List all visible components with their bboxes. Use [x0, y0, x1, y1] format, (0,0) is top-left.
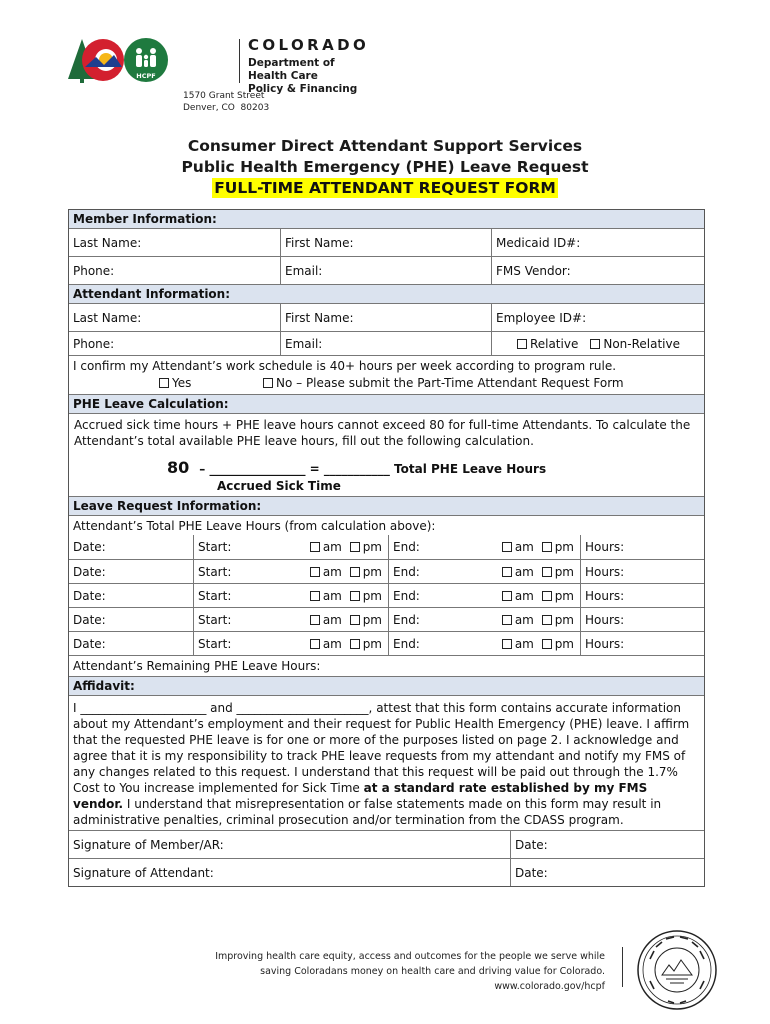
non-relative-label: Non-Relative [603, 336, 680, 351]
affidavit-text[interactable] [69, 696, 704, 830]
leave-start-label: Start: [198, 636, 232, 651]
leave-start-field[interactable] [193, 560, 388, 583]
section-calculation: PHE Leave Calculation: [69, 395, 704, 413]
member-date-label: Date: [515, 837, 548, 852]
leave-date-label: Date: [73, 564, 106, 579]
start-am-checkbox[interactable] [310, 542, 320, 552]
leave-end-field[interactable] [388, 632, 580, 655]
start-pm-checkbox[interactable] [350, 639, 360, 649]
address-line2: Denver, CO 80203 [183, 103, 270, 113]
start-am-label: am [322, 540, 342, 554]
member-signature-label: Signature of Member/AR: [73, 837, 224, 852]
member-fms-vendor-label: FMS Vendor: [496, 263, 571, 278]
end-am-label: am [514, 636, 534, 651]
end-pm-label: pm [554, 564, 574, 579]
member-first-name-field[interactable] [280, 229, 491, 256]
end-am-label: am [514, 612, 534, 627]
start-am-checkbox[interactable] [310, 591, 320, 601]
confirm-text: I confirm my Attendant’s work schedule is 40+ hours per week according to program rule. [73, 359, 617, 373]
member-fms-vendor-field[interactable] [491, 257, 704, 284]
member-phone-field[interactable] [69, 257, 280, 284]
footer-line1: Improving health care equity, access and outcomes for the people we serve while [215, 951, 605, 962]
leave-hours-field[interactable] [580, 535, 704, 559]
confirm-no-label: No – Please submit the Part-Time Attendant Request Form [276, 376, 624, 390]
logo-dept-line2: Policy & Financing [248, 83, 358, 95]
leave-hours-field[interactable] [580, 560, 704, 583]
leave-end-label: End: [393, 564, 420, 579]
calculation-formula[interactable] [167, 458, 546, 477]
leave-end-field[interactable] [388, 584, 580, 607]
logo-text [248, 36, 369, 96]
form-titles [0, 136, 770, 198]
leave-hours-label: Hours: [585, 540, 625, 554]
logo-badge-text: HCPF [136, 72, 156, 80]
footer-url[interactable]: www.colorado.gov/hcpf [494, 981, 605, 992]
end-pm-label: pm [554, 636, 574, 651]
leave-start-label: Start: [198, 588, 232, 603]
footer-divider [622, 947, 623, 987]
member-medicaid-id-field[interactable] [491, 229, 704, 256]
section-attendant: Attendant Information: [69, 285, 704, 303]
leave-hours-field[interactable] [580, 632, 704, 655]
leave-date-field[interactable] [69, 584, 193, 607]
start-pm-label: pm [362, 612, 382, 627]
member-last-name-field[interactable] [69, 229, 280, 256]
remaining-leave-hours-label: Attendant’s Remaining PHE Leave Hours: [73, 659, 321, 673]
end-am-label: am [514, 564, 534, 579]
end-pm-checkbox[interactable] [542, 567, 552, 577]
logo-state: COLORADO [248, 36, 370, 54]
total-leave-hours-label: Attendant’s Total PHE Leave Hours (from calculation above): [73, 518, 436, 533]
title-line2: Public Health Emergency (PHE) Leave Request [181, 158, 589, 176]
total-leave-hours-field[interactable] [69, 516, 704, 535]
affidavit-part1: I _____________________ and ______________________, attest that this form contains accurate information about my Attendant’s employment and their request for Public Health Emergency (PHE) leave. I affirm that the requested PHE leave is for one or more of the purposes listed on page 2. I acknowledge and agree that it is my responsibility to track PHE leave requests from my attendant and notify my FMS of any changes related to this request. I understand that this request will be paid out through the 1.7% Cost to You increase implemented for Sick Time [73, 701, 690, 795]
attendant-first-name-label: First Name: [285, 310, 354, 325]
attendant-signature-field[interactable] [69, 859, 510, 886]
leave-end-label: End: [393, 540, 420, 554]
calculation-max-hours: 80 [167, 458, 190, 477]
leave-hours-label: Hours: [585, 636, 625, 651]
footer-line2: saving Coloradans money on health care and driving value for Colorado. [260, 966, 605, 977]
section-leave-request: Leave Request Information: [69, 497, 704, 515]
member-signature-field[interactable] [69, 831, 510, 858]
end-pm-checkbox[interactable] [542, 639, 552, 649]
leave-start-field[interactable] [193, 584, 388, 607]
address-line1: 1570 Grant Street [183, 91, 265, 101]
leave-end-label: End: [393, 636, 420, 651]
attendant-email-field[interactable] [280, 332, 491, 355]
accrued-sick-time-label: Accrued Sick Time [217, 479, 341, 493]
end-am-checkbox[interactable] [502, 639, 512, 649]
request-form [68, 209, 705, 887]
end-pm-label: pm [554, 612, 574, 627]
leave-hours-label: Hours: [585, 588, 625, 603]
end-am-checkbox[interactable] [502, 542, 512, 552]
attendant-employee-id-label: Employee ID#: [496, 310, 587, 325]
leave-end-label: End: [393, 588, 420, 603]
remaining-leave-hours-field[interactable] [69, 656, 704, 676]
leave-date-field[interactable] [69, 535, 193, 559]
affidavit-bold: at a standard rate established by my FMS vendor. [73, 781, 648, 811]
member-email-field[interactable] [280, 257, 491, 284]
affidavit-heading: Affidavit: [73, 679, 135, 693]
leave-date-label: Date: [73, 612, 106, 627]
leave-row [69, 559, 704, 583]
calculation-text: Accrued sick time hours + PHE leave hours cannot exceed 80 for full-time Attendants. To calculate the Attendant’s total available PHE leave hours, fill out the following calculation. [74, 418, 691, 448]
logo-divider [239, 39, 240, 83]
calculation-block [69, 414, 704, 496]
start-pm-label: pm [362, 588, 382, 603]
confirm-no-checkbox[interactable] [263, 378, 273, 388]
start-pm-label: pm [362, 636, 382, 651]
address [183, 90, 269, 114]
leave-date-field[interactable] [69, 608, 193, 631]
member-email-label: Email: [285, 263, 323, 278]
attendant-email-label: Email: [285, 336, 323, 351]
leave-row [69, 535, 704, 559]
leave-start-field[interactable] [193, 608, 388, 631]
leave-date-label: Date: [73, 588, 106, 603]
title-line1: Consumer Direct Attendant Support Services [187, 137, 583, 155]
footer [215, 949, 605, 994]
start-pm-checkbox[interactable] [350, 542, 360, 552]
end-pm-label: pm [554, 588, 574, 603]
attendant-date-label: Date: [515, 865, 548, 880]
leave-hours-field[interactable] [580, 584, 704, 607]
leave-end-field[interactable] [388, 535, 580, 559]
leave-date-field[interactable] [69, 632, 193, 655]
start-pm-label: pm [362, 540, 382, 554]
title-line3: FULL-TIME ATTENDANT REQUEST FORM [214, 179, 556, 197]
start-pm-checkbox[interactable] [350, 567, 360, 577]
leave-start-label: Start: [198, 564, 232, 579]
state-seal-icon [636, 929, 718, 1011]
leave-hours-label: Hours: [585, 612, 625, 627]
end-pm-checkbox[interactable] [542, 615, 552, 625]
leave-start-label: Start: [198, 540, 232, 554]
attendant-relationship [491, 332, 704, 355]
start-pm-checkbox[interactable] [350, 615, 360, 625]
leave-end-field[interactable] [388, 560, 580, 583]
attendant-phone-field[interactable] [69, 332, 280, 355]
leave-row [69, 607, 704, 631]
colorado-logo-icon [68, 35, 178, 85]
start-am-label: am [322, 636, 342, 651]
leave-row [69, 583, 704, 607]
leave-hours-field[interactable] [580, 608, 704, 631]
start-pm-label: pm [362, 564, 382, 579]
leave-row [69, 631, 704, 655]
start-am-label: am [322, 564, 342, 579]
confirm-yes-label: Yes [172, 376, 192, 390]
attendant-signature-label: Signature of Attendant: [73, 865, 214, 880]
calculation-formula-text: – ________________ = ___________ Total PHE Leave Hours [199, 462, 547, 476]
end-pm-checkbox[interactable] [542, 542, 552, 552]
leave-start-label: Start: [198, 612, 232, 627]
end-am-checkbox[interactable] [502, 615, 512, 625]
attendant-first-name-field[interactable] [280, 304, 491, 331]
end-pm-checkbox[interactable] [542, 591, 552, 601]
section-affidavit [69, 677, 704, 695]
leave-start-field[interactable] [193, 535, 388, 559]
member-date-field[interactable] [510, 831, 704, 858]
attendant-last-name-label: Last Name: [73, 310, 142, 325]
leave-date-field[interactable] [69, 560, 193, 583]
end-pm-label: pm [554, 540, 574, 554]
leave-date-label: Date: [73, 636, 106, 651]
attendant-date-field[interactable] [510, 859, 704, 886]
start-am-label: am [322, 612, 342, 627]
leave-end-label: End: [393, 612, 420, 627]
start-am-checkbox[interactable] [310, 615, 320, 625]
end-am-label: am [514, 588, 534, 603]
attendant-last-name-field[interactable] [69, 304, 280, 331]
leave-start-field[interactable] [193, 632, 388, 655]
start-pm-checkbox[interactable] [350, 591, 360, 601]
member-last-name-label: Last Name: [73, 235, 142, 250]
non-relative-checkbox[interactable] [590, 339, 600, 349]
end-am-checkbox[interactable] [502, 591, 512, 601]
member-medicaid-id-label: Medicaid ID#: [496, 235, 581, 250]
section-member: Member Information: [69, 210, 704, 228]
start-am-checkbox[interactable] [310, 639, 320, 649]
leave-hours-label: Hours: [585, 564, 625, 579]
confirm-yes-checkbox[interactable] [159, 378, 169, 388]
member-phone-label: Phone: [73, 263, 115, 278]
relative-checkbox[interactable] [517, 339, 527, 349]
leave-end-field[interactable] [388, 608, 580, 631]
affidavit-part2: I understand that misrepresentation or false statements made on this form may result in administrative penalties, criminal prosecution and/or termination from the CDASS program. [73, 797, 662, 827]
attendant-employee-id-field[interactable] [491, 304, 704, 331]
end-am-checkbox[interactable] [502, 567, 512, 577]
member-first-name-label: First Name: [285, 235, 354, 250]
confirm-block [69, 356, 704, 394]
start-am-label: am [322, 588, 342, 603]
end-am-label: am [514, 540, 534, 554]
relative-label: Relative [529, 336, 579, 351]
logo-dept-line1: Department of Health Care [248, 57, 335, 82]
leave-date-label: Date: [73, 540, 106, 554]
start-am-checkbox[interactable] [310, 567, 320, 577]
attendant-phone-label: Phone: [73, 336, 115, 351]
